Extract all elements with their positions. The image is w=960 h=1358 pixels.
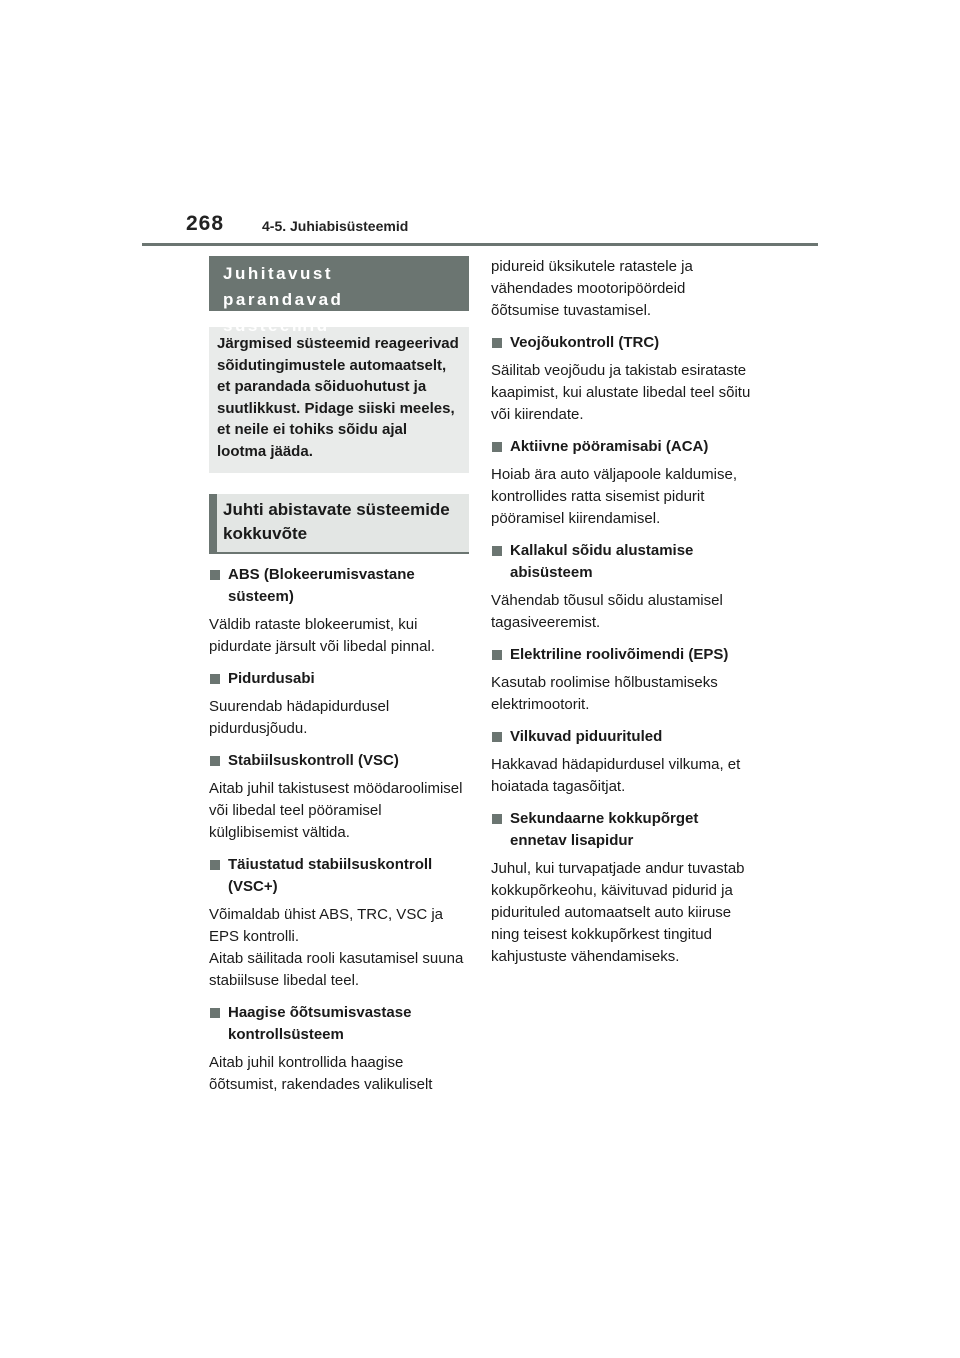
list-item xyxy=(209,668,469,740)
chapter-title: 4-5. Juhiabisüsteemid xyxy=(262,218,409,234)
square-bullet-icon xyxy=(492,442,502,452)
item-body: Aitab juhil takistusest möödaroolimisel või libedal teel pööramisel külglibisemist vältida. xyxy=(209,779,463,841)
square-bullet-icon xyxy=(492,546,502,556)
list-item xyxy=(491,644,753,716)
item-body: Vähendab tõusul sõidu alustamisel tagasiveeremist. xyxy=(491,592,723,631)
square-bullet-icon xyxy=(210,756,220,766)
item-body: Väldib rataste blokeerumist, kui pidurdate järsult või libedal pinnal. xyxy=(209,615,435,655)
item-title: Sekundaarne kokkupõrget ennetav lisapidur xyxy=(491,808,753,852)
item-title: Elektriline roolivõimendi (EPS) xyxy=(491,644,753,666)
square-bullet-icon xyxy=(210,570,220,580)
list-item xyxy=(209,750,469,844)
square-bullet-icon xyxy=(210,674,220,684)
square-bullet-icon xyxy=(492,650,502,660)
list-item xyxy=(491,808,753,968)
square-bullet-icon xyxy=(210,860,220,870)
list-item xyxy=(209,564,469,658)
intro-box: Järgmised süsteemid reageerivad sõidutingimustele automaatselt, et parandada sõiduohutust ja suutlikkust. Pidage siiski meeles, et neile ei tohiks sõidu ajal lootma jääda. xyxy=(209,327,469,473)
item-body: Juhul, kui turvapatjade andur tuvastab kokkupõrkeohu, käivituvad pidurid ja pidurituled automaatselt auto kiiruse ning teisest kokkupõrkest tingitud kahjustuste vähendamiseks. xyxy=(491,860,745,965)
item-title: Stabiilsuskontroll (VSC) xyxy=(209,750,469,772)
continued-text: pidureid üksikutele ratastele ja vähendades mootoripöördeid õõtsumise tuvastamisel. xyxy=(491,258,693,319)
item-title: Aktiivne pööramisabi (ACA) xyxy=(491,436,753,458)
header-rule xyxy=(142,243,818,246)
item-title: Kallakul sõidu alustamise abisüsteem xyxy=(491,540,753,584)
page-number: 268 xyxy=(186,212,225,235)
list-item xyxy=(491,726,753,798)
item-body: Hakkavad hädapidurdusel vilkuma, et hoiatada tagasõitjat. xyxy=(491,756,741,795)
square-bullet-icon xyxy=(492,338,502,348)
left-column xyxy=(209,256,469,1096)
square-bullet-icon xyxy=(492,814,502,824)
item-body: Aitab juhil kontrollida haagise õõtsumist, rakendades valikuliselt xyxy=(209,1053,433,1093)
item-title: Vilkuvad piduurituled xyxy=(491,726,753,748)
square-bullet-icon xyxy=(492,732,502,742)
item-title: ABS (Blokeerumisvastane süsteem) xyxy=(209,564,469,608)
item-title: Täiustatud stabiilsuskontroll (VSC+) xyxy=(209,854,469,898)
item-body: Kasutab roolimise hõlbustamiseks elektrimootorit. xyxy=(491,674,718,713)
list-item xyxy=(209,1002,469,1096)
square-bullet-icon xyxy=(210,1008,220,1018)
list-item xyxy=(491,540,753,634)
item-body: Võimaldab ühist ABS, TRC, VSC ja EPS kontrolli. Aitab säilitada rooli kasutamisel suuna stabiilsuse libedal teel. xyxy=(209,905,464,989)
item-title: Pidurdusabi xyxy=(209,668,469,690)
list-item xyxy=(209,854,469,992)
subsection-heading: Juhti abistavate süsteemide kokkuvõte xyxy=(209,494,469,554)
item-body: Suurendab hädapidurdusel pidurdusjõudu. xyxy=(209,697,390,737)
item-body: Hoiab ära auto väljapoole kaldumise, kontrollides ratta sisemist pidurit pööramisel kiirendamisel. xyxy=(491,466,737,527)
item-body: Säilitab veojõudu ja takistab esirataste kaapimist, kui alustate libedal teel sõitu või kiirendate. xyxy=(491,362,751,423)
right-column xyxy=(491,256,753,968)
section-title-box: Juhitavust parandavad süsteemid xyxy=(209,256,469,311)
item-title: Veojõukontroll (TRC) xyxy=(491,332,753,354)
item-title: Haagise õõtsumisvastase kontrollsüsteem xyxy=(209,1002,469,1046)
list-item xyxy=(491,436,753,530)
list-item xyxy=(491,332,753,426)
